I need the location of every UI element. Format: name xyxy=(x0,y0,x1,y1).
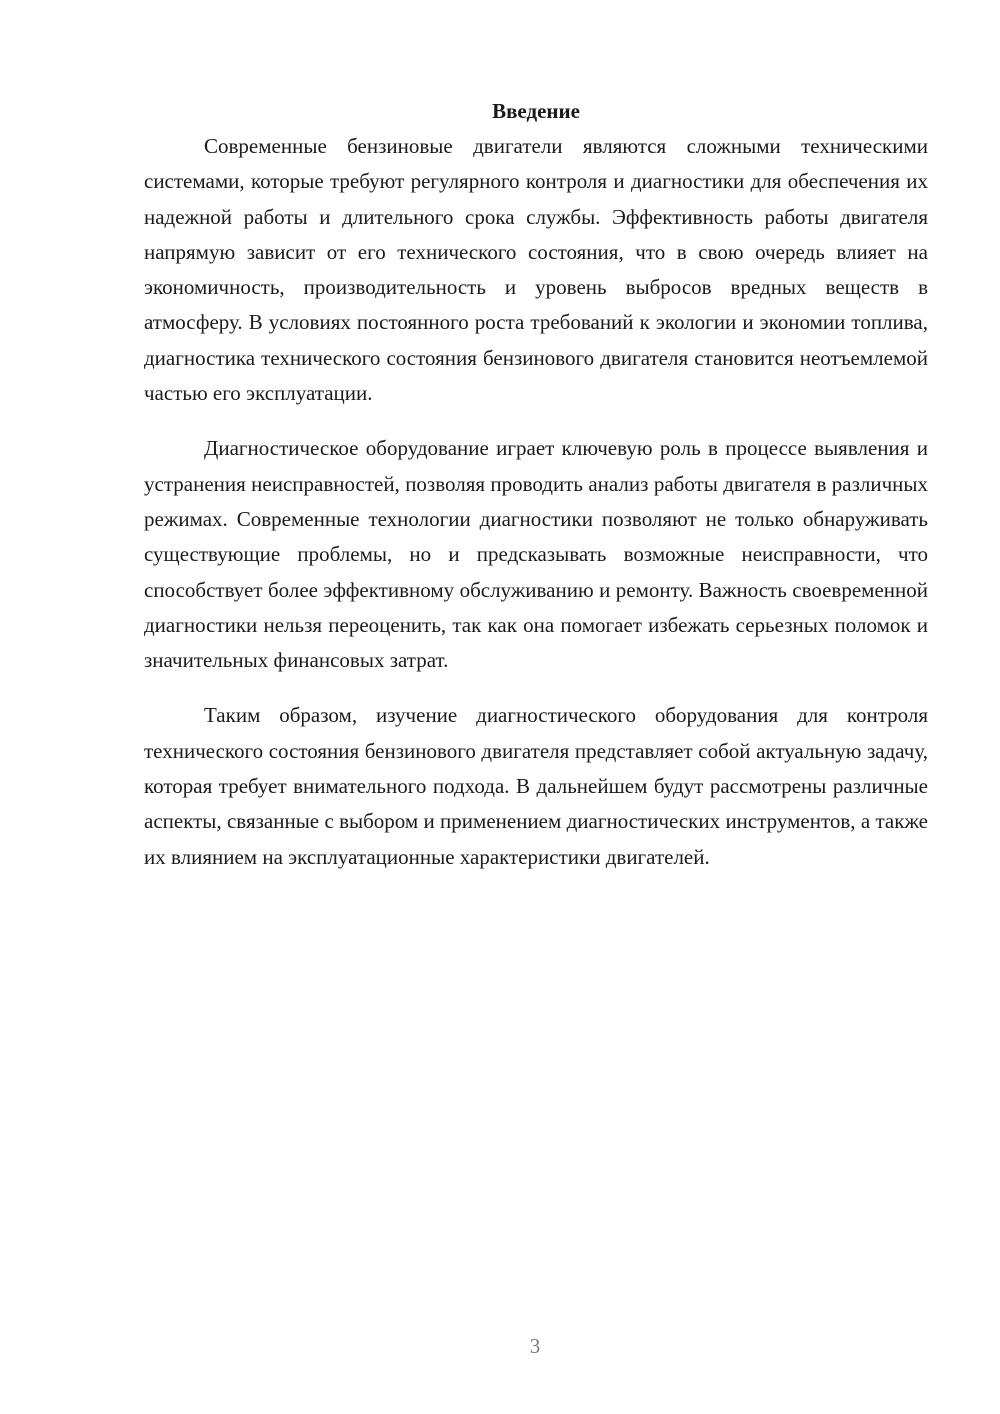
paragraph-1: Современные бензиновые двигатели являются сложными техническими системами, которые требуют регулярного контроля и диагностики для обеспечения их надежной работы и длительного срока службы. Эффективность работы двигателя напрямую зависит от его технического состояния, что в свою очередь влияет на экономичность, производительность и уровень выбросов вредных веществ в атмосферу. В условиях постоянного роста требований к экологии и экономии топлива, диагностика технического состояния бензинового двигателя становится неотъемлемой частью его эксплуатации. xyxy=(144,134,928,406)
paragraph-3: Таким образом, изучение диагностического оборудования для контроля технического состояния бензинового двигателя представляет собой актуальную задачу, которая требует внимательного подхода. В дальнейшем будут рассмотрены различные аспекты, связанные с выбором и применением диагностических инструментов, а также их влиянием на эксплуатационные характеристики двигателей. xyxy=(144,703,928,869)
paragraph-2: Диагностическое оборудование играет ключевую роль в процессе выявления и устранения неисправностей, позволяя проводить анализ работы двигателя в различных режимах. Современные технологии диагностики позволяют не только обнаруживать существующие проблемы, но и предсказывать возможные неисправности, что способствует более эффективному обслуживанию и ремонту. Важность своевременной диагностики нельзя переоценить, так как она помогает избежать серьезных поломок и значительных финансовых затрат. xyxy=(144,436,928,673)
section-heading: Введение xyxy=(492,99,580,123)
page-number: 3 xyxy=(529,1334,541,1358)
page-content xyxy=(144,94,928,875)
